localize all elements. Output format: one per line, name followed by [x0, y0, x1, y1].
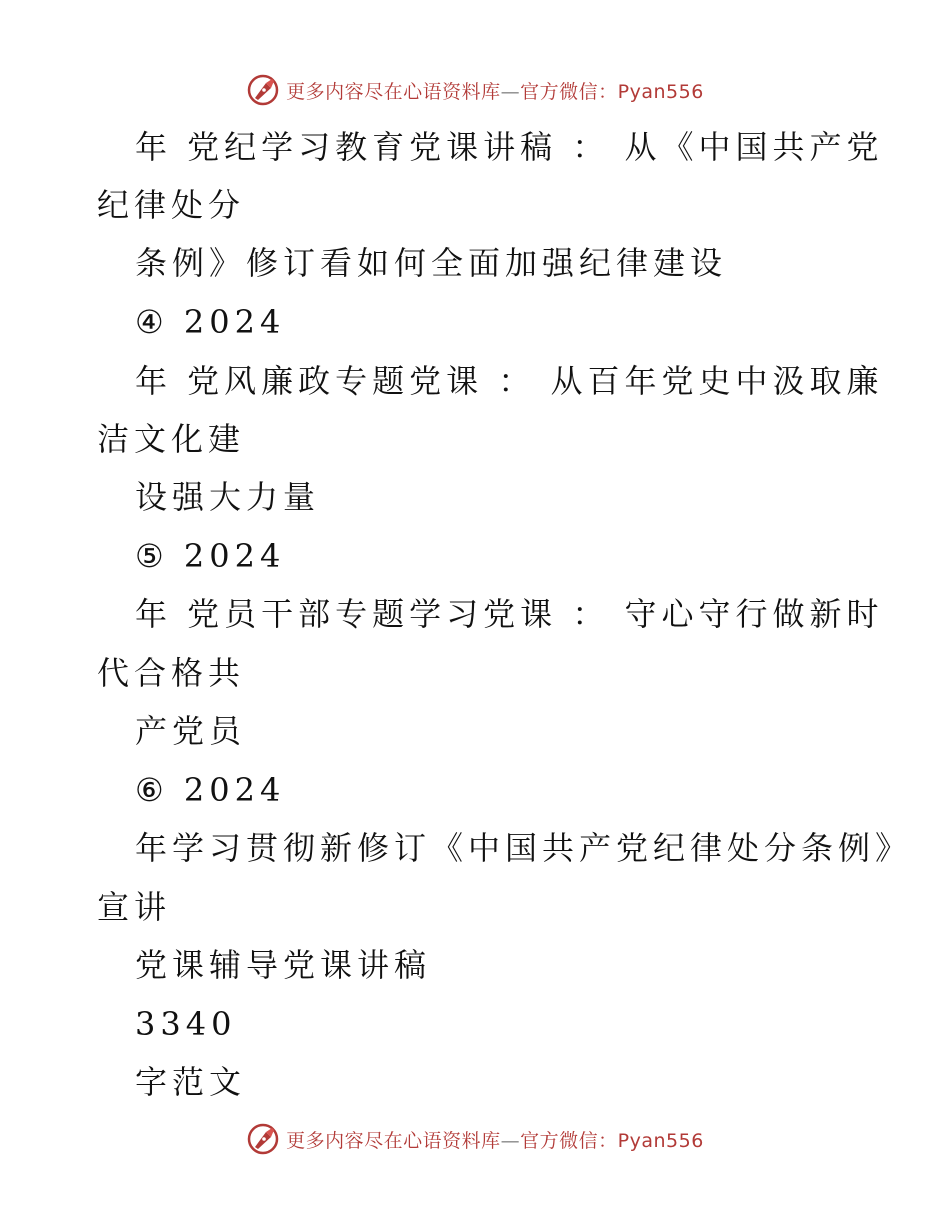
- text-line: ④ 2024: [135, 303, 286, 341]
- text-line: 年学习贯彻新修订《中国共产党纪律处分条例》: [135, 829, 913, 867]
- text-line: 年 党员干部专题学习党课 ： 守心守行做新时: [135, 595, 884, 633]
- footer-watermark: [0, 1119, 950, 1159]
- watermark-contact: 官方微信：Pyan556: [520, 1129, 704, 1152]
- text-line: 条例》修订看如何全面加强纪律建设: [135, 244, 728, 282]
- text-line: 洁文化建: [97, 420, 246, 458]
- watermark-separator: —: [500, 80, 521, 103]
- text-line: ⑥ 2024: [135, 771, 286, 809]
- pen-nib-logo-icon: [246, 1122, 280, 1156]
- text-line: 设强大力量: [135, 478, 321, 516]
- text-line: 代合格共: [97, 654, 246, 692]
- watermark-text: 更多内容尽在心语资料库: [286, 1129, 501, 1152]
- text-line: 字范文: [135, 1063, 247, 1101]
- text-line: 年 党纪学习教育党课讲稿 ： 从《中国共产党: [135, 128, 884, 166]
- text-line: 产党员: [135, 712, 247, 750]
- text-line: 年 党风廉政专题党课 ： 从百年党史中汲取廉: [135, 362, 884, 400]
- text-line: ⑤ 2024: [135, 537, 286, 575]
- watermark-text: 更多内容尽在心语资料库: [286, 80, 501, 103]
- text-line: 纪律处分: [97, 186, 246, 224]
- text-line: 宣讲: [97, 888, 172, 926]
- text-line: 党课辅导党课讲稿: [135, 946, 432, 984]
- watermark-contact: 官方微信：Pyan556: [520, 80, 704, 103]
- text-line: 3340: [135, 1005, 237, 1043]
- watermark-separator: —: [500, 1129, 521, 1152]
